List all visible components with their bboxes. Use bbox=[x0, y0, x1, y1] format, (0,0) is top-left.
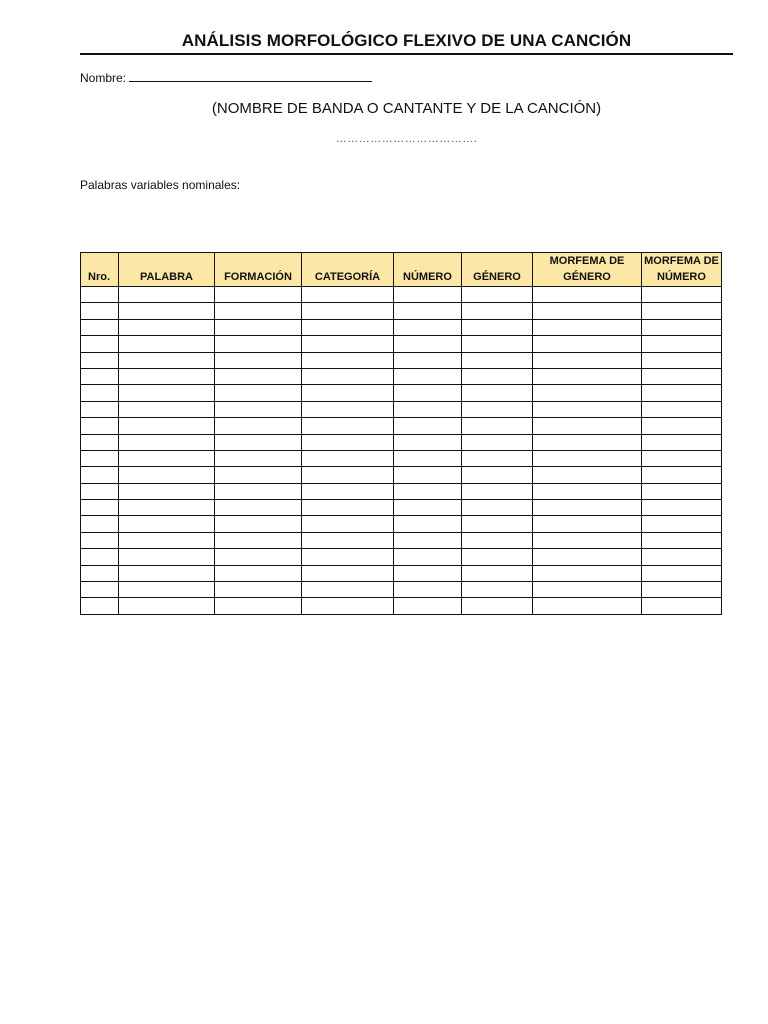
table-cell[interactable] bbox=[215, 582, 302, 598]
table-cell[interactable] bbox=[642, 532, 722, 548]
table-row bbox=[81, 582, 722, 598]
table-cell[interactable] bbox=[462, 516, 533, 532]
table-cell[interactable] bbox=[642, 434, 722, 450]
table-cell[interactable] bbox=[533, 352, 642, 368]
table-cell[interactable] bbox=[462, 532, 533, 548]
table-cell[interactable] bbox=[215, 287, 302, 303]
table-cell[interactable] bbox=[81, 565, 119, 581]
table-row bbox=[81, 598, 722, 614]
table-cell[interactable] bbox=[462, 549, 533, 565]
table-cell[interactable] bbox=[81, 500, 119, 516]
table-cell[interactable] bbox=[119, 336, 215, 352]
table-cell[interactable] bbox=[533, 467, 642, 483]
table-cell[interactable] bbox=[462, 287, 533, 303]
header-numero: NÚMERO bbox=[394, 253, 462, 287]
table-cell[interactable] bbox=[533, 598, 642, 614]
table-cell[interactable] bbox=[302, 582, 394, 598]
table-cell[interactable] bbox=[533, 565, 642, 581]
table-row bbox=[81, 352, 722, 368]
song-subtitle: (NOMBRE DE BANDA O CANTANTE Y DE LA CANCIÓN) bbox=[211, 100, 602, 117]
table-row bbox=[81, 450, 722, 466]
table-cell[interactable] bbox=[81, 352, 119, 368]
table-cell[interactable] bbox=[215, 450, 302, 466]
table-cell[interactable] bbox=[533, 401, 642, 417]
table-row bbox=[81, 549, 722, 565]
table-cell[interactable] bbox=[394, 565, 462, 581]
table-row bbox=[81, 565, 722, 581]
table-cell[interactable] bbox=[533, 483, 642, 499]
table-cell[interactable] bbox=[462, 483, 533, 499]
table-cell[interactable] bbox=[462, 582, 533, 598]
table-row bbox=[81, 483, 722, 499]
table-cell[interactable] bbox=[462, 450, 533, 466]
table-cell[interactable] bbox=[394, 434, 462, 450]
header-categoria: CATEGORÍA bbox=[302, 253, 394, 287]
table-cell[interactable] bbox=[119, 319, 215, 335]
table-cell[interactable] bbox=[215, 516, 302, 532]
table-cell[interactable] bbox=[302, 434, 394, 450]
table-cell[interactable] bbox=[394, 368, 462, 384]
table-cell[interactable] bbox=[81, 450, 119, 466]
table-cell[interactable] bbox=[642, 450, 722, 466]
table-cell[interactable] bbox=[81, 287, 119, 303]
table-cell[interactable] bbox=[394, 319, 462, 335]
table-cell[interactable] bbox=[81, 401, 119, 417]
table-cell[interactable] bbox=[533, 549, 642, 565]
table-cell[interactable] bbox=[642, 352, 722, 368]
table-cell[interactable] bbox=[119, 598, 215, 614]
table-cell[interactable] bbox=[302, 303, 394, 319]
table-cell[interactable] bbox=[215, 467, 302, 483]
table-cell[interactable] bbox=[215, 401, 302, 417]
table-cell[interactable] bbox=[394, 549, 462, 565]
table-cell[interactable] bbox=[642, 549, 722, 565]
table-cell[interactable] bbox=[119, 352, 215, 368]
table-cell[interactable] bbox=[302, 336, 394, 352]
table-cell[interactable] bbox=[119, 287, 215, 303]
table-cell[interactable] bbox=[533, 418, 642, 434]
name-label: Nombre: bbox=[80, 71, 127, 85]
table-cell[interactable] bbox=[302, 385, 394, 401]
section-label: Palabras variables nominales: bbox=[80, 178, 241, 192]
table-cell[interactable] bbox=[462, 565, 533, 581]
table-cell[interactable] bbox=[215, 336, 302, 352]
table-cell[interactable] bbox=[533, 303, 642, 319]
table-cell[interactable] bbox=[642, 500, 722, 516]
table-cell[interactable] bbox=[215, 368, 302, 384]
table-cell[interactable] bbox=[302, 401, 394, 417]
table-cell[interactable] bbox=[642, 303, 722, 319]
table-cell[interactable] bbox=[215, 483, 302, 499]
table-cell[interactable] bbox=[215, 434, 302, 450]
table-cell[interactable] bbox=[642, 598, 722, 614]
table-cell[interactable] bbox=[533, 287, 642, 303]
table-cell[interactable] bbox=[215, 532, 302, 548]
table-cell[interactable] bbox=[302, 500, 394, 516]
header-morfema-genero: MORFEMA DE GÉNERO bbox=[533, 253, 642, 287]
table-cell[interactable] bbox=[119, 500, 215, 516]
table-row bbox=[81, 532, 722, 548]
table-cell[interactable] bbox=[81, 336, 119, 352]
table-cell[interactable] bbox=[81, 434, 119, 450]
table-cell[interactable] bbox=[119, 418, 215, 434]
table-cell[interactable] bbox=[642, 418, 722, 434]
table-cell[interactable] bbox=[215, 500, 302, 516]
table-cell[interactable] bbox=[119, 516, 215, 532]
table-row bbox=[81, 319, 722, 335]
table-cell[interactable] bbox=[81, 516, 119, 532]
table-cell[interactable] bbox=[394, 483, 462, 499]
table-cell[interactable] bbox=[394, 287, 462, 303]
table-cell[interactable] bbox=[462, 401, 533, 417]
table-cell[interactable] bbox=[81, 532, 119, 548]
table-cell[interactable] bbox=[302, 483, 394, 499]
table-cell[interactable] bbox=[119, 582, 215, 598]
table-cell[interactable] bbox=[462, 434, 533, 450]
analysis-table bbox=[80, 252, 722, 615]
table-cell[interactable] bbox=[462, 368, 533, 384]
header-morfema-numero: MORFEMA DE NÚMERO bbox=[642, 253, 722, 287]
table-cell[interactable] bbox=[394, 598, 462, 614]
table-row bbox=[81, 500, 722, 516]
table-cell[interactable] bbox=[302, 565, 394, 581]
table-row bbox=[81, 287, 722, 303]
table-cell[interactable] bbox=[394, 467, 462, 483]
table-cell[interactable] bbox=[119, 401, 215, 417]
table-cell[interactable] bbox=[302, 516, 394, 532]
table-cell[interactable] bbox=[462, 336, 533, 352]
table-cell[interactable] bbox=[215, 319, 302, 335]
table-cell[interactable] bbox=[462, 385, 533, 401]
table-cell[interactable] bbox=[394, 336, 462, 352]
table-cell[interactable] bbox=[642, 319, 722, 335]
table-cell[interactable] bbox=[394, 516, 462, 532]
table-cell[interactable] bbox=[642, 336, 722, 352]
table-cell[interactable] bbox=[533, 434, 642, 450]
title-underline bbox=[80, 53, 733, 55]
table-row bbox=[81, 434, 722, 450]
table-cell[interactable] bbox=[394, 401, 462, 417]
table-cell[interactable] bbox=[462, 500, 533, 516]
table-cell[interactable] bbox=[533, 516, 642, 532]
table-cell[interactable] bbox=[81, 483, 119, 499]
table-cell[interactable] bbox=[215, 549, 302, 565]
header-nro: Nro. bbox=[81, 253, 119, 287]
table-cell[interactable] bbox=[394, 303, 462, 319]
document-title: ANÁLISIS MORFOLÓGICO FLEXIVO DE UNA CANCIÓN bbox=[181, 31, 632, 50]
table-cell[interactable] bbox=[302, 352, 394, 368]
table-cell[interactable] bbox=[462, 418, 533, 434]
table-cell[interactable] bbox=[302, 549, 394, 565]
table-cell[interactable] bbox=[642, 467, 722, 483]
table-cell[interactable] bbox=[119, 549, 215, 565]
table-cell[interactable] bbox=[533, 385, 642, 401]
table-cell[interactable] bbox=[119, 434, 215, 450]
table-cell[interactable] bbox=[533, 336, 642, 352]
table-cell[interactable] bbox=[302, 368, 394, 384]
header-palabra: PALABRA bbox=[119, 253, 215, 287]
table-cell[interactable] bbox=[302, 287, 394, 303]
table-cell[interactable] bbox=[394, 418, 462, 434]
table-cell[interactable] bbox=[533, 319, 642, 335]
table-cell[interactable] bbox=[394, 532, 462, 548]
header-genero: GÉNERO bbox=[462, 253, 533, 287]
table-cell[interactable] bbox=[215, 303, 302, 319]
table-cell[interactable] bbox=[533, 450, 642, 466]
table-cell[interactable] bbox=[119, 385, 215, 401]
table-cell[interactable] bbox=[81, 418, 119, 434]
table-cell[interactable] bbox=[462, 598, 533, 614]
table-cell[interactable] bbox=[215, 352, 302, 368]
table-cell[interactable] bbox=[642, 565, 722, 581]
table-cell[interactable] bbox=[302, 319, 394, 335]
table-cell[interactable] bbox=[394, 582, 462, 598]
table-cell[interactable] bbox=[81, 303, 119, 319]
table-row bbox=[81, 401, 722, 417]
table-cell[interactable] bbox=[119, 450, 215, 466]
table-cell[interactable] bbox=[642, 516, 722, 532]
table-cell[interactable] bbox=[462, 303, 533, 319]
table-cell[interactable] bbox=[215, 598, 302, 614]
name-blank-line[interactable] bbox=[129, 69, 372, 82]
table-cell[interactable] bbox=[81, 549, 119, 565]
table-row bbox=[81, 516, 722, 532]
table-cell[interactable] bbox=[533, 582, 642, 598]
table-cell[interactable] bbox=[642, 385, 722, 401]
table-cell[interactable] bbox=[119, 368, 215, 384]
table-row bbox=[81, 418, 722, 434]
table-cell[interactable] bbox=[642, 368, 722, 384]
table-cell[interactable] bbox=[215, 385, 302, 401]
table-cell[interactable] bbox=[533, 368, 642, 384]
table-cell[interactable] bbox=[642, 287, 722, 303]
table-cell[interactable] bbox=[119, 532, 215, 548]
table-header-row bbox=[81, 253, 722, 287]
table-cell[interactable] bbox=[81, 319, 119, 335]
table-cell[interactable] bbox=[119, 565, 215, 581]
table-cell[interactable] bbox=[119, 303, 215, 319]
header-formacion: FORMACIÓN bbox=[215, 253, 302, 287]
table-row bbox=[81, 467, 722, 483]
table-cell[interactable] bbox=[462, 467, 533, 483]
table-cell[interactable] bbox=[394, 352, 462, 368]
table-cell[interactable] bbox=[462, 319, 533, 335]
table-cell[interactable] bbox=[394, 450, 462, 466]
name-field bbox=[80, 69, 372, 86]
table-cell[interactable] bbox=[642, 483, 722, 499]
table-cell[interactable] bbox=[394, 500, 462, 516]
table-cell[interactable] bbox=[119, 483, 215, 499]
table-cell[interactable] bbox=[394, 385, 462, 401]
table-cell[interactable] bbox=[302, 598, 394, 614]
table-cell[interactable] bbox=[215, 418, 302, 434]
table-row bbox=[81, 336, 722, 352]
dotted-placeholder: ………………………………. bbox=[335, 133, 478, 145]
table-cell[interactable] bbox=[533, 500, 642, 516]
table-cell[interactable] bbox=[302, 467, 394, 483]
table-row bbox=[81, 303, 722, 319]
table-cell[interactable] bbox=[302, 418, 394, 434]
table-cell[interactable] bbox=[81, 582, 119, 598]
table-cell[interactable] bbox=[642, 582, 722, 598]
table-cell[interactable] bbox=[81, 598, 119, 614]
table-cell[interactable] bbox=[81, 467, 119, 483]
table-row bbox=[81, 385, 722, 401]
table-cell[interactable] bbox=[215, 565, 302, 581]
table-cell[interactable] bbox=[302, 450, 394, 466]
table-row bbox=[81, 368, 722, 384]
table-cell[interactable] bbox=[81, 385, 119, 401]
table-body bbox=[81, 287, 722, 615]
table-cell[interactable] bbox=[642, 401, 722, 417]
table-cell[interactable] bbox=[119, 467, 215, 483]
table-cell[interactable] bbox=[81, 368, 119, 384]
table-cell[interactable] bbox=[533, 532, 642, 548]
table-cell[interactable] bbox=[302, 532, 394, 548]
table-cell[interactable] bbox=[462, 352, 533, 368]
